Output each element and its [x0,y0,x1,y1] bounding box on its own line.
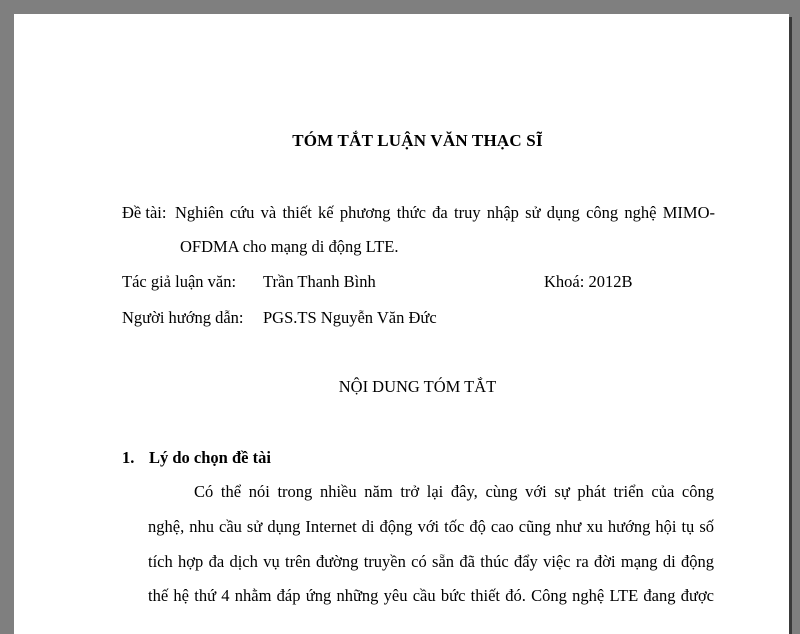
topic-line-2: OFDMA cho mạng di động LTE. [180,237,399,256]
section-1-title: Lý do chọn đề tài [149,448,271,467]
paragraph-line-3: tích hợp đa dịch vụ trên đường truyền có sẵn đã thúc đẩy việc ra đời mạng di động [148,552,714,571]
supervisor-name: PGS.TS Nguyễn Văn Đức [263,308,437,327]
document-title: TÓM TẮT LUẬN VĂN THẠC SĨ [292,131,543,150]
summary-heading: NỘI DUNG TÓM TẮT [338,377,497,396]
paragraph-line-2: nghệ, nhu cầu sử dụng Internet di động với tốc độ cao cũng như xu hướng hội tụ số [148,517,714,536]
author-label: Tác giả luận văn: [122,272,237,291]
topic-line-1: Nghiên cứu và thiết kế phương thức đa truy nhập sử dụng công nghệ MIMO- [175,203,715,222]
section-1-number: 1. [122,448,135,467]
supervisor-label: Người hướng dẫn: [122,308,244,327]
paragraph-line-1: Có thể nói trong nhiều năm trở lại đây, cùng với sự phát triển của công [194,482,714,501]
document-page [14,14,789,634]
paragraph-line-4: thế hệ thứ 4 nhằm đáp ứng những yêu cầu bức thiết đó. Công nghệ LTE đang được [148,586,714,605]
course-label: Khoá: 2012B [544,272,633,291]
topic-label: Đề tài: [122,203,167,222]
author-name: Trần Thanh Bình [263,272,376,291]
